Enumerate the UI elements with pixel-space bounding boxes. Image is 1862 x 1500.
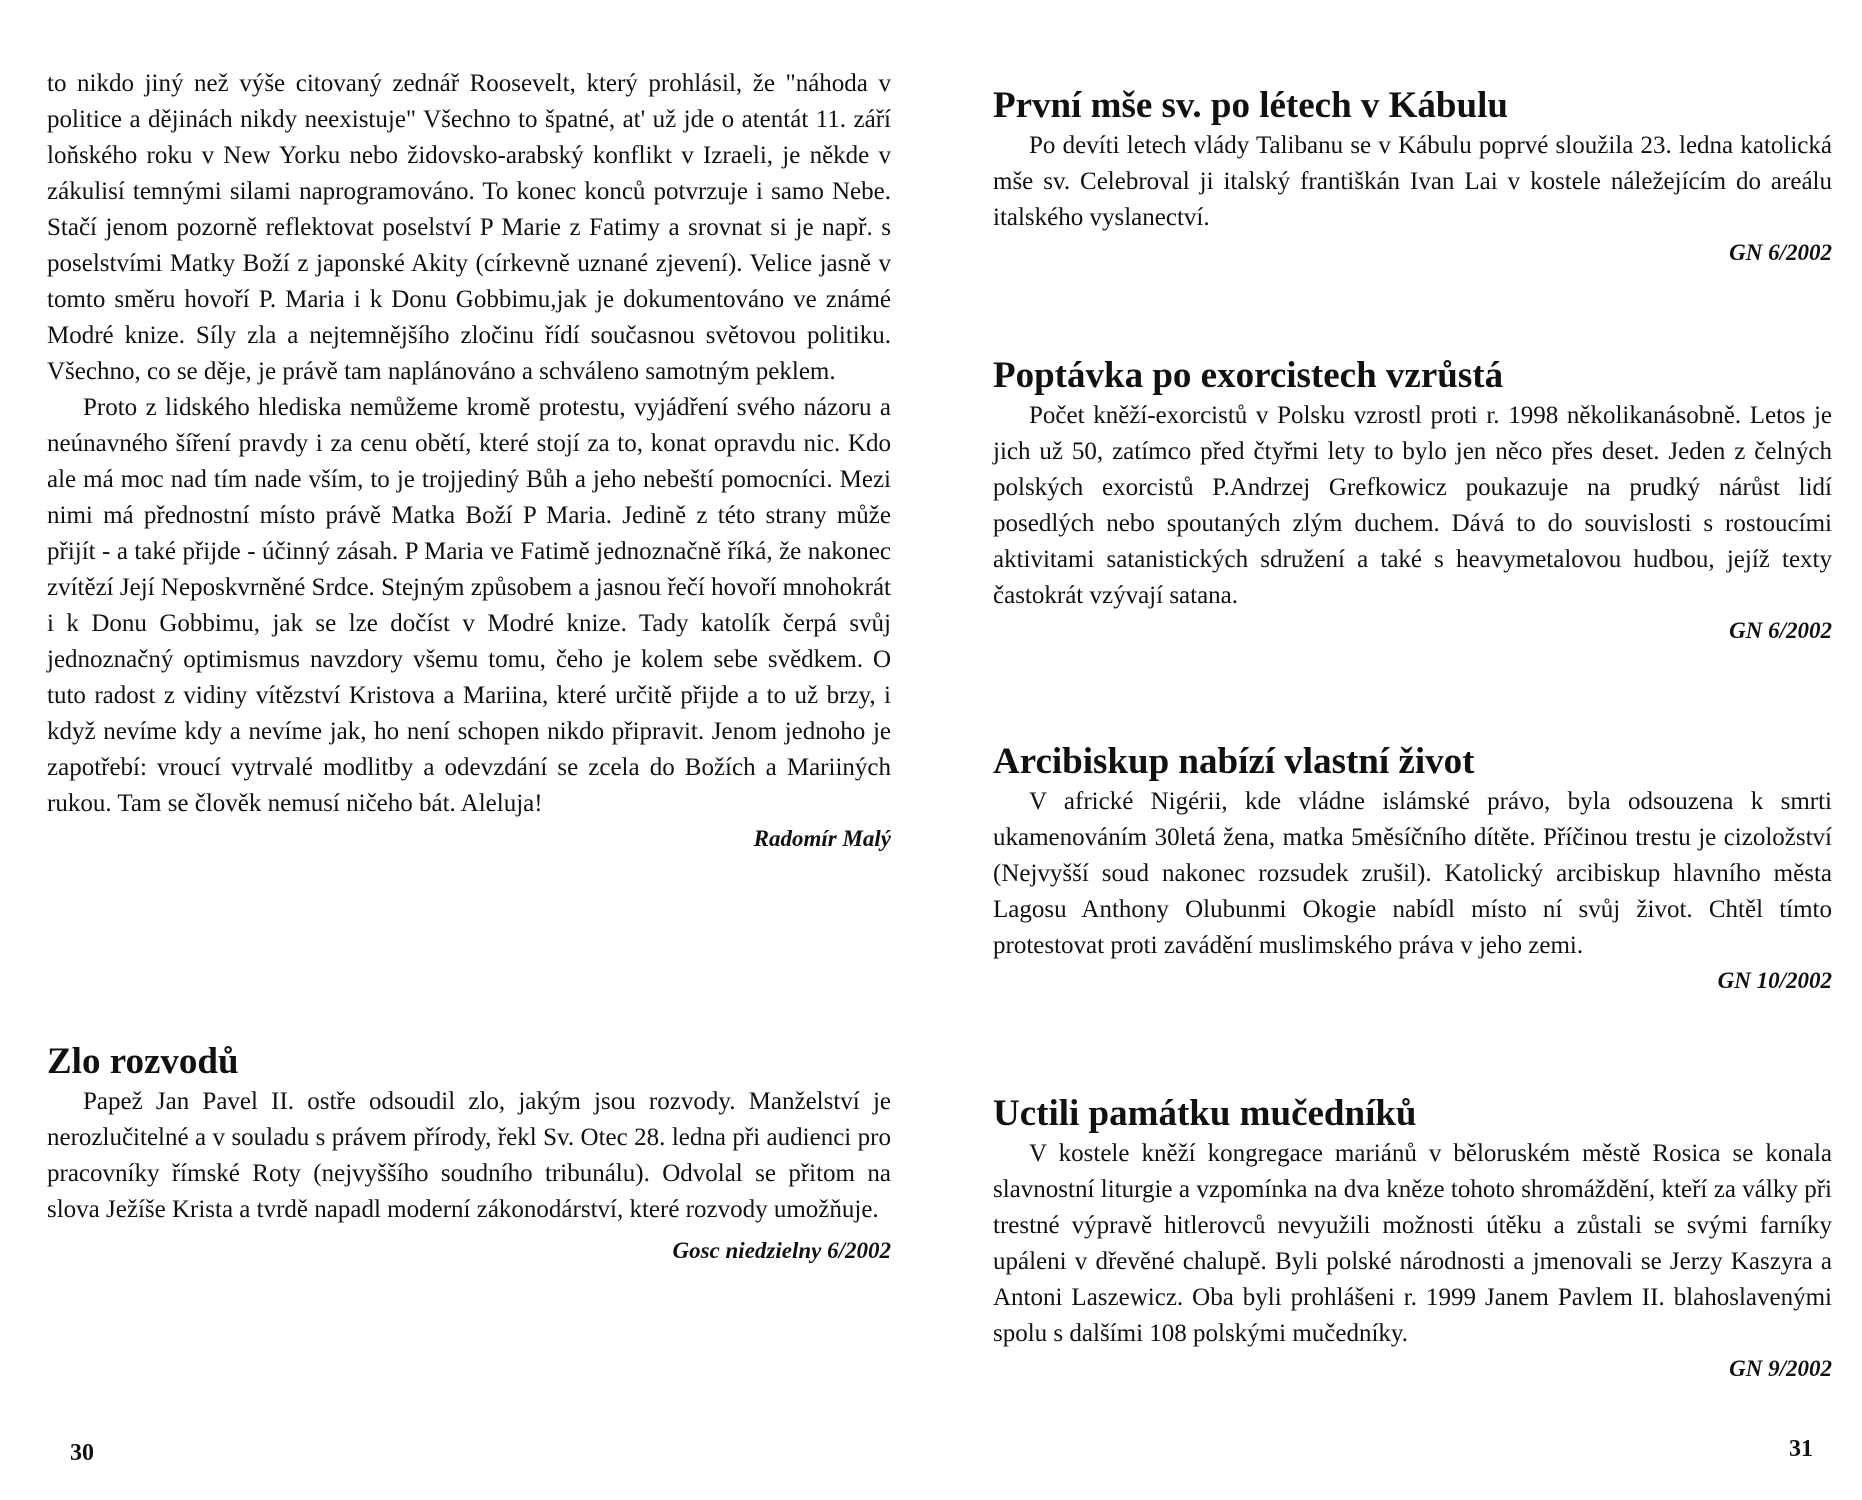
article-exorcists [993,354,1832,648]
right-page [931,0,1862,1500]
article-title: První mše sv. po létech v Kábulu [993,85,1508,126]
article-title: Arcibiskup nabízí vlastní život [993,741,1475,782]
article-text: Papež Jan Pavel II. ostře odsoudil zlo, jakým jsou rozvody. Manželství je nerozlučitelné a v souladu s právem přírody, řekl Sv. Otec 28. ledna při audienci pro pracovníky římské Roty (nejvyššího soudního tribunálu). Odvolal se přitom na slova Ježíše Krista a tvrdě napadl moderní zákonodárství, které rozvody umožňuje. [47,1088,891,1223]
article-archbishop [993,740,1832,998]
article-source: GN 6/2002 [1729,618,1832,643]
article-title: Poptávka po exorcistech vzrůstá [993,355,1504,396]
article-text: V kostele kněží kongregace mariánů v běloruském městě Rosica se konala slavnostní liturgie a vzpomínka na dva kněze tohoto shromáždění, kteří za války při trestné výpravě hitlerovců nevyužili možnosti útěku a zůstali se svými farníky upáleni v dřevěné chalupě. Byli polské národnosti a jmenovali se Jerzy Kaszyra a Antoni Laszewicz. Oba byli prohlášeni r. 1999 Janem Pavlem II. blahoslavenými spolu s dalšími 108 polskými mučedníky. [993,1140,1832,1347]
article-text: Po devíti letech vlády Talibanu se v Kábulu poprvé sloužila 23. ledna katolická mše sv. Celebroval ji italský františkán Ivan Lai v kostele náležejícím do areálu italského vyslanectví. [993,132,1832,231]
paragraph: Proto z lidského hlediska nemůžeme kromě protestu, vyjádření svého názoru a neúnavného šíření pravdy i za cenu obětí, které stojí za to, konat opravdu nic. Kdo ale má moc nad tím nade vším, to je trojjediný Bůh a jeho nebeští pomocníci. Mezi nimi má přednostní místo právě Matka Boží P Maria. Jedině z této strany může přijít - a také přijde - účinný zásah. P Maria ve Fatimě jednoznačně říká, že nakonec zvítězí Její Neposkvrněné Srdce. Stejným způsobem a jasnou řečí hovoří mnohokrát i k Donu Gobbimu, jak se lze dočíst v Modré knize. Tady katolík čerpá svůj jednoznačný optimismus navzdory všemu tomu, čeho je kolem sebe svědkem. O tuto radost z vidiny vítězství Kristova a Mariina, které určitě přijde a to už brzy, i když nevíme kdy a nevíme jak, ho není schopen nikdo připravit. Jenom jednoho je zapotřebí: vroucí vytrvalé modlitby a odevzdání se zcela do Božích a Mariiných rukou. Tam se člověk nemusí ničeho bát. Aleluja! [47,394,891,817]
page-number: 31 [1789,1436,1813,1462]
article-source: GN 6/2002 [1729,240,1832,265]
article-title: Uctili památku mučedníků [993,1093,1417,1134]
article-source: Gosc niedzielny 6/2002 [672,1238,891,1263]
article-martyrs [993,1092,1832,1386]
article-source: GN 10/2002 [1717,968,1832,993]
article-source: GN 9/2002 [1729,1356,1832,1381]
page-number: 30 [70,1440,94,1466]
continued-article [47,66,891,856]
article-text: Počet kněží-exorcistů v Polsku vzrostl proti r. 1998 několikanásobně. Letos je jich už 50, zatímco před čtyřmi lety to bylo jen něco přes deset. Jeden z čelných polských exorcistů P.Andrzej Grefkowicz poukazuje na prudký nárůst lidí posedlých nebo spoutaných zlým duchem. Dává to do souvislosti s rostoucími aktivitami satanistických sdružení a také s heavymetalovou hudbou, jejíž texty častokrát vzývají satana. [993,402,1832,609]
author-signature: Radomír Malý [753,826,891,851]
article-text: V africké Nigérii, kde vládne islámské právo, byla odsouzena k smrti ukamenováním 30letá žena, matka 5měsíčního dítěte. Příčinou trestu je cizoložství (Nejvyšší soud nakonec rozsudek zrušil). Katolický arcibiskup hlavního města Lagosu Anthony Olubunmi Okogie nabídl místo ní svůj život. Chtěl tímto protestovat proti zavádění muslimského práva v jeho zemi. [993,788,1832,959]
paragraph-continued: to nikdo jiný než výše citovaný zednář Roosevelt, který prohlásil, že "náhoda v politice a dějinách nikdy neexistuje" Všechno to špatné, at' už jde o atentát 11. září loňského roku v New Yorku nebo židovsko-arabský konflikt v Izraeli, je někde v zákulisí temnými silami naprogramováno. To konec konců potvrzuje i samo Nebe. Stačí jenom pozorně reflektovat poselství P Marie z Fatimy a srovnat si je např. s poselstvími Matky Boží z japonské Akity (církevně uznané zjevení). Velice jasně v tomto směru hovoří P. Maria i k Donu Gobbimu,jak je dokumentováno ve známé Modré knize. Síly zla a nejtemnějšího zločinu řídí současnou světovou politiku. Všechno, co se děje, je právě tam naplánováno a schváleno samotným peklem. [47,70,891,385]
article-title: Zlo rozvodů [47,1041,239,1082]
article-zlo-rozvodu [47,1040,891,1268]
article-kabul [993,84,1832,270]
